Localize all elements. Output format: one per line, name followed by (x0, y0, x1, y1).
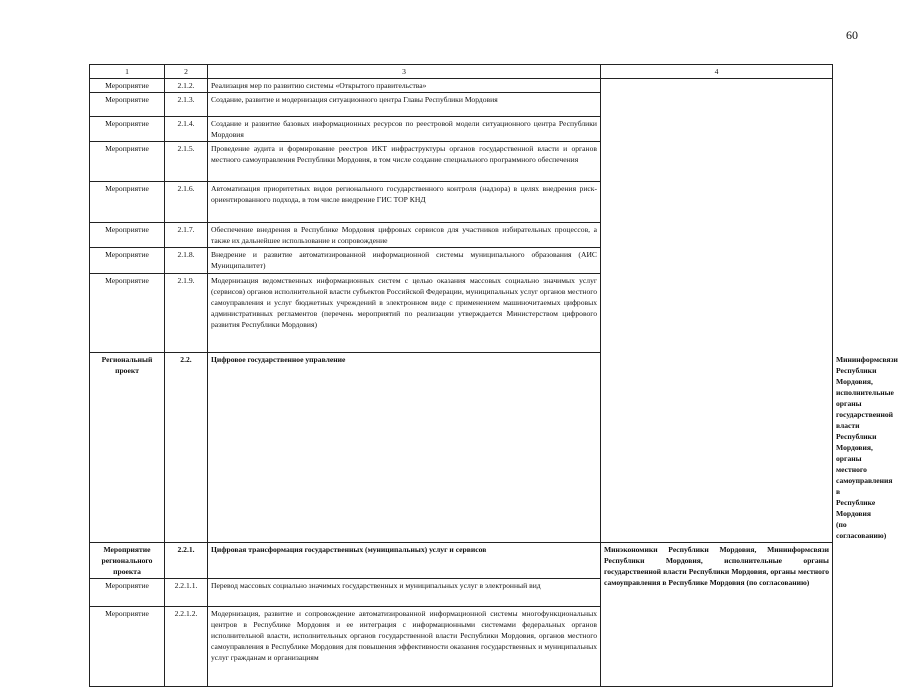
row-code: 2.1.4. (165, 117, 208, 142)
header-col-2: 2 (165, 65, 208, 79)
row-code: 2.1.6. (165, 182, 208, 223)
row-text: Внедрение и развитие автоматизированной информационной системы муниципального образования (АИС Муниципалитет) (208, 248, 601, 274)
project-event-responsible: Минэкономики Республики Мордовия, Мининформсвязи Республики Мордовия, исполнительные органы государственной власти Республики Мордовия, органы местного самоуправления в Республике Мордовия (по согласованию) (601, 543, 833, 687)
row-text: Модернизация, развитие и сопровождение автоматизированной информационной системы многофункциональных центров в Республике Мордовия и ее интеграция с информационными системами федеральных органов исполнительной власти, исполнительных органов государственной власти Республики Мордовия, органов местного самоуправления в Республике Мордовия для повышения эффективности оказания государственных и муниципальных услуг гражданам и организациям (208, 607, 601, 687)
row-code: 2.1.7. (165, 223, 208, 248)
header-col-3: 3 (208, 65, 601, 79)
row-text: Перевод массовых социально значимых государственных и муниципальных услуг в электронный вид (208, 579, 601, 607)
row-type: Мероприятие (90, 579, 165, 607)
regional-project-code: 2.2. (165, 353, 208, 543)
row-code: 2.1.5. (165, 142, 208, 182)
row-code: 2.1.9. (165, 274, 208, 353)
row-type: Мероприятие (90, 142, 165, 182)
row-text: Обеспечение внедрения в Республике Мордовия цифровых сервисов для участников избирательных процессов, а также их дальнейшее использование и сопровождение (208, 223, 601, 248)
row-text: Создание и развитие базовых информационных ресурсов по реестровой модели ситуационного центра Республики Мордовия (208, 117, 601, 142)
table-header-row (90, 65, 833, 79)
row-code: 2.1.3. (165, 93, 208, 117)
row-text: Проведение аудита и формирование реестров ИКТ инфраструктуры органов государственной власти и органов местного самоуправления Республики Мордовия, в том числе создание специального программного обеспечения (208, 142, 601, 182)
project-event-title: Цифровая трансформация государственных (муниципальных) услуг и сервисов (208, 543, 601, 579)
row-type: Мероприятие (90, 79, 165, 93)
table-row (90, 79, 833, 93)
row-code: 2.2.1.2. (165, 607, 208, 687)
regional-project-row: Региональный проект 2.2. Цифровое государственное управление Мининформсвязи Республики Мордовия, исполнительные органы государственной власти Республики Мордовия, органы местного самоуправления в Республике Мордовия (по согласованию) (90, 353, 833, 543)
row-type: Мероприятие (90, 117, 165, 142)
row-type: Мероприятие (90, 93, 165, 117)
row-code: 2.2.1.1. (165, 579, 208, 607)
project-event-type: Мероприятие регионального проекта (90, 543, 165, 579)
project-event-row (90, 543, 833, 579)
regional-project-type: Региональный проект (90, 353, 165, 543)
row-text: Реализация мер по развитию системы «Открытого правительства» (208, 79, 601, 93)
row-text: Создание, развитие и модернизация ситуационного центра Главы Республики Мордовия (208, 93, 601, 117)
header-col-1: 1 (90, 65, 165, 79)
header-col-4: 4 (601, 65, 833, 79)
row-code: 2.1.8. (165, 248, 208, 274)
measures-table (89, 64, 898, 687)
row-type: Мероприятие (90, 248, 165, 274)
regional-project-title: Цифровое государственное управление (208, 353, 601, 543)
row-text: Модернизация ведомственных информационных систем с целью оказания массовых социально значимых услуг (сервисов) органов исполнительной власти субъектов Российской Федерации, муниципальных услуг органов местного самоуправления и услуг бюджетных учреждений в электронном виде с применением машиночитаемых цифровых административных регламентов (перечень мероприятий по реализации утверждается Министерством цифрового развития Республики Мордовия) (208, 274, 601, 353)
row-text: Автоматизация приоритетных видов регионального государственного контроля (надзора) в целях внедрения риск-ориентированного подхода, в том числе внедрение ГИС ТОР КНД (208, 182, 601, 223)
row-type: Мероприятие (90, 274, 165, 353)
row-type: Мероприятие (90, 182, 165, 223)
row-type: Мероприятие (90, 223, 165, 248)
row-code: 2.1.2. (165, 79, 208, 93)
row-responsible-empty (601, 79, 833, 543)
project-event-code: 2.2.1. (165, 543, 208, 579)
row-type: Мероприятие (90, 607, 165, 687)
page-number: 60 (846, 28, 858, 42)
